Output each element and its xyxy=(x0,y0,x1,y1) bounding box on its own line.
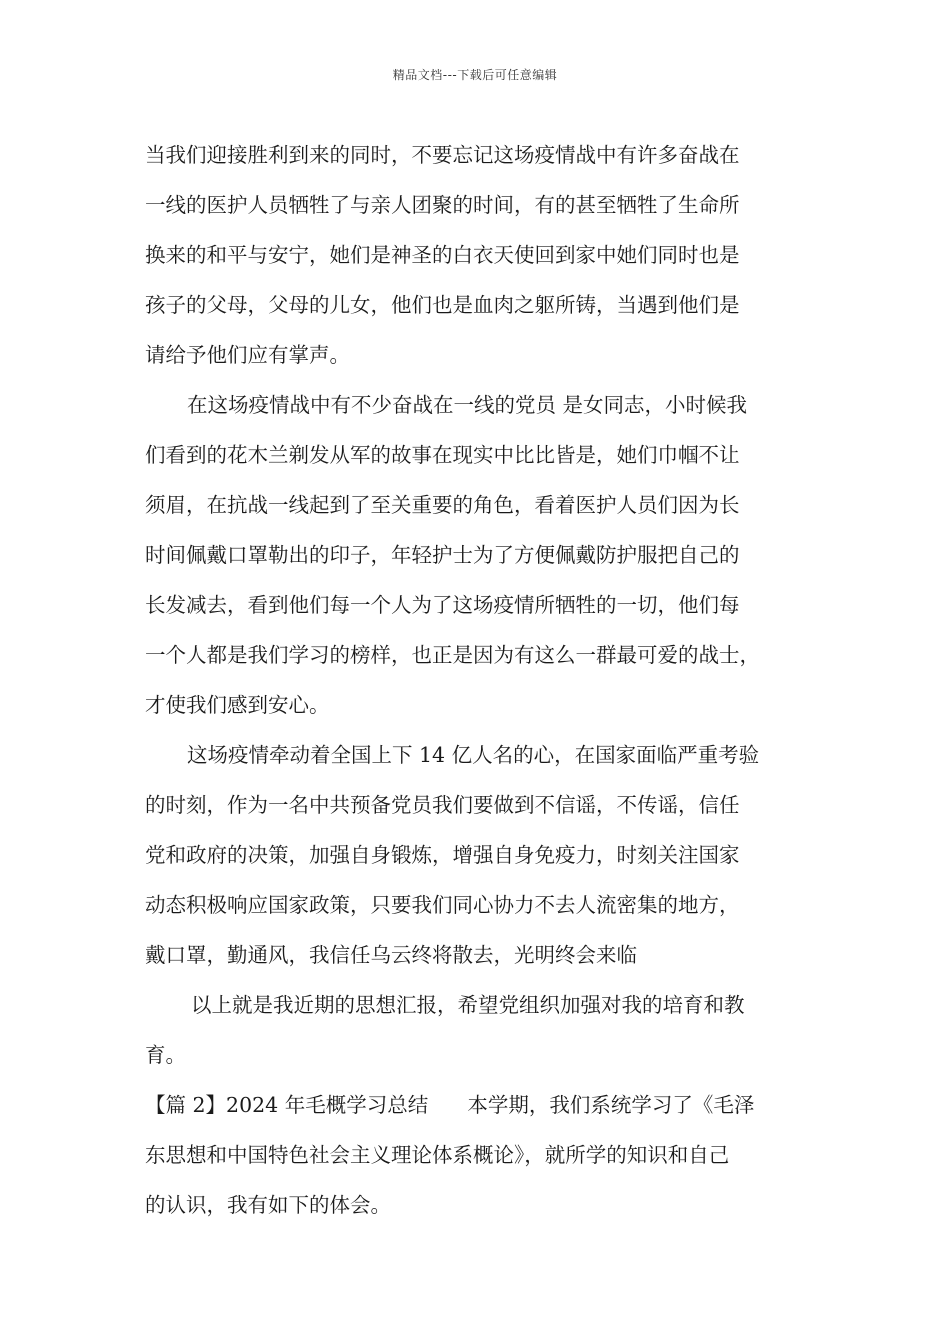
text-line: 才使我们感到安心。 xyxy=(145,693,330,717)
paragraph-start-line: 以上就是我近期的思想汇报，希望党组织加强对我的培育和教 xyxy=(191,993,745,1017)
text-line: 党和政府的决策，加强自身锻炼，增强自身免疫力，时刻关注国家 xyxy=(145,843,740,867)
text-line: 孩子的父母，父母的儿女，他们也是血肉之躯所铸，当遇到他们是 xyxy=(145,293,740,317)
text-line: 的认识，我有如下的体会。 xyxy=(145,1193,391,1217)
section-heading-line: 【篇 2】2024 年毛概学习总结 本学期，我们系统学习了《毛泽 xyxy=(145,1093,755,1117)
text-line: 动态积极响应国家政策，只要我们同心协力不去人流密集的地方， xyxy=(145,893,740,917)
text-line: 须眉，在抗战一线起到了至关重要的角色，看着医护人员们因为长 xyxy=(145,493,740,517)
text-line: 东思想和中国特色社会主义理论体系概论》，就所学的知识和自己 xyxy=(145,1143,730,1167)
text-line: 换来的和平与安宁，她们是神圣的白衣天使回到家中她们同时也是 xyxy=(145,243,740,267)
text-line: 育。 xyxy=(145,1043,186,1067)
text-line: 一个人都是我们学习的榜样，也正是因为有这么一群最可爱的战士， xyxy=(145,643,760,667)
text-line: 一线的医护人员牺牲了与亲人团聚的时间，有的甚至牺牲了生命所 xyxy=(145,193,740,217)
text-line: 们看到的花木兰剃发从军的故事在现实中比比皆是，她们巾帼不让 xyxy=(145,443,740,467)
paragraph-start-line: 在这场疫情战中有不少奋战在一线的党员 是女同志，小时候我 xyxy=(187,393,748,417)
text-line: 戴口罩，勤通风，我信任乌云终将散去，光明终会来临 xyxy=(145,943,637,967)
text-line: 时间佩戴口罩勒出的印子，年轻护士为了方便佩戴防护服把自己的 xyxy=(145,543,740,567)
document-body xyxy=(145,130,817,1230)
text-line: 当我们迎接胜利到来的同时，不要忘记这场疫情战中有许多奋战在 xyxy=(145,143,740,167)
text-line: 请给予他们应有掌声。 xyxy=(145,343,350,367)
paragraph-start-line: 这场疫情牵动着全国上下 14 亿人名的心，在国家面临严重考验 xyxy=(187,743,760,767)
page-header: 精品文档---下载后可任意编辑 xyxy=(392,68,558,82)
text-line: 的时刻，作为一名中共预备党员我们要做到不信谣，不传谣，信任 xyxy=(145,793,740,817)
text-line: 长发减去，看到他们每一个人为了这场疫情所牺牲的一切，他们每 xyxy=(145,593,740,617)
